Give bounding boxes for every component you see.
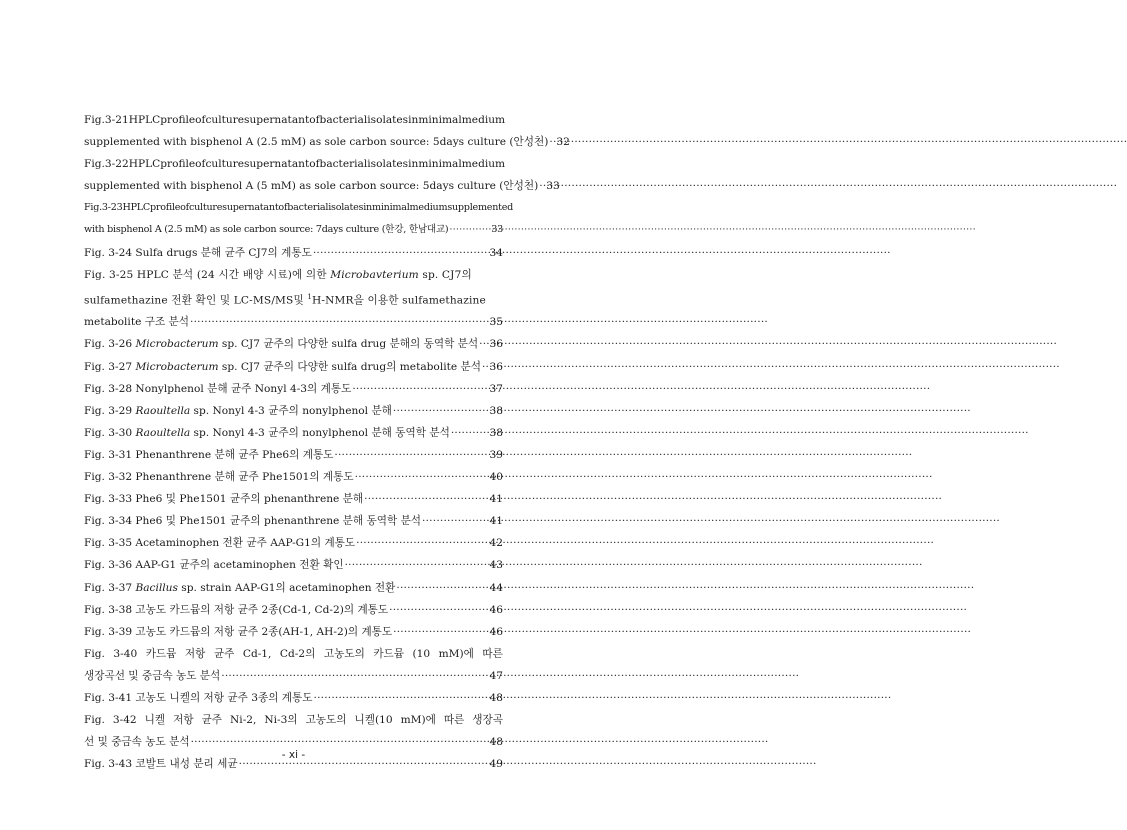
toc-entry <box>84 643 503 687</box>
leader-dots <box>451 422 489 444</box>
page-footer-number: - xi - <box>281 749 306 761</box>
toc-entry-line: Fig. 3-22 HPLC profile of culture supernatant of bacterial isolates in minimal medium <box>84 158 506 171</box>
toc-page-number: 48 <box>489 691 503 704</box>
leader-dots <box>364 488 488 510</box>
toc-entry-text: Fig. 3-28 Nonylphenol 분해 균주 Nonyl 4-3의 계통도 <box>84 382 352 395</box>
toc-entry <box>84 422 503 444</box>
toc-page-number: 33 <box>546 180 560 193</box>
toc-entry-text: supplemented with bisphenol A (5 mM) as sole carbon source: 5days culture (안성천) <box>84 180 539 193</box>
toc-entry-line: Fig. 3-40 카드뮴 저항 균주 Cd-1, Cd-2의 고농도의 카드뮴 (10 mM)에 따른 <box>84 647 503 660</box>
toc-page-number: 39 <box>489 448 503 461</box>
leader-dots <box>356 532 488 554</box>
toc-entry-text: Fig. 3-26 Microbacterum sp. CJ7 균주의 다양한 sulfa drug 분해의 동역학 분석 <box>84 338 479 351</box>
leader-dots <box>539 175 545 197</box>
toc-entry-text: metabolite 구조 분석 <box>84 316 190 329</box>
toc-page-number: 33 <box>491 224 503 236</box>
toc-page-number: 40 <box>489 471 503 484</box>
toc-page-number: 37 <box>489 382 503 395</box>
toc-entry <box>84 709 503 753</box>
leader-dots <box>396 577 488 599</box>
toc-entry-text: Fig. 3-41 고농도 니켈의 저항 균주 3종의 계통도 <box>84 691 313 704</box>
leader-dots <box>345 554 489 576</box>
toc-entry <box>84 577 503 599</box>
toc-entry-line: Fig. 3-23 HPLC profile of culture supernatant of bacterial isolates in minimal medium supplemented <box>84 202 514 214</box>
toc-page-number: 34 <box>489 246 503 259</box>
toc-entry-text: 생장곡선 및 중금속 농도 분석 <box>84 669 221 682</box>
toc-entry <box>84 378 503 400</box>
toc-page-number: 47 <box>489 669 503 682</box>
toc-page-number: 41 <box>489 493 503 506</box>
toc-page-number: 41 <box>489 515 503 528</box>
toc-entry <box>84 153 560 197</box>
toc-entry <box>84 466 503 488</box>
toc-entry <box>84 400 503 422</box>
leader-dots <box>393 621 488 643</box>
leader-dots <box>221 665 488 687</box>
toc-page-number: 38 <box>489 404 503 417</box>
toc-entry-line: Fig. 3-42 니켈 저항 균주 Ni-2, Ni-3의 고농도의 니켈(10 mM)에 따른 생장곡 <box>84 714 503 727</box>
toc-entry-text: 선 및 중금속 농도 분석 <box>84 736 190 749</box>
toc-entry-text: Fig. 3-43 코발트 내성 분리 세균 <box>84 758 238 771</box>
toc-entry <box>84 264 503 334</box>
toc-entry <box>84 532 503 554</box>
leader-dots <box>313 242 489 264</box>
toc-entry-text: Fig. 3-29 Raoultella sp. Nonyl 4-3 균주의 nonylphenol 분해 <box>84 404 392 417</box>
toc-entry <box>84 197 514 241</box>
toc-entry-line: sulfamethazine 전환 확인 및 LC-MS/MS및 $^1$H-NMR을 이용한 sulfamethazine <box>84 292 486 307</box>
table-of-figures <box>84 109 570 775</box>
toc-entry-text: Fig. 3-32 Phenanthrene 분해 균주 Phe1501의 계통도 <box>84 471 354 484</box>
toc-page-number: 35 <box>489 316 503 329</box>
leader-dots <box>422 510 488 532</box>
toc-entry-line: Fig. 3-25 HPLC 분석 (24 시간 배양 시료)에 의한 Microbavterium sp. CJ7의 <box>84 268 472 281</box>
leader-dots <box>355 466 489 488</box>
toc-entry-text: Fig. 3-34 Phe6 및 Phe1501 균주의 phenanthrene 분해 동역학 분석 <box>84 515 422 528</box>
toc-entry <box>84 510 503 532</box>
toc-page-number: 42 <box>489 537 503 550</box>
toc-entry <box>84 356 503 378</box>
toc-entry-text: supplemented with bisphenol A (2.5 mM) as sole carbon source: 5days culture (안성천) <box>84 136 549 149</box>
toc-entry <box>84 444 503 466</box>
toc-page-number: 38 <box>489 426 503 439</box>
leader-dots <box>549 131 555 153</box>
toc-entry-text: Fig. 3-33 Phe6 및 Phe1501 균주의 phenanthrene 분해 <box>84 493 364 506</box>
leader-dots <box>393 400 489 422</box>
toc-entry-text: Fig. 3-36 AAP-G1 균주의 acetaminophen 전환 확인 <box>84 559 344 572</box>
toc-entry-text: Fig. 3-35 Acetaminophen 전환 균주 AAP-G1의 계통도 <box>84 537 356 550</box>
toc-entry-text: Fig. 3-30 Raoultella sp. Nonyl 4-3 균주의 nonylphenol 분해 동역학 분석 <box>84 426 450 439</box>
toc-page-number: 49 <box>489 758 503 771</box>
toc-page-number: 46 <box>489 625 503 638</box>
toc-entry-text: Fig. 3-37 Bacillus sp. strain AAP-G1의 acetaminophen 전환 <box>84 581 396 594</box>
toc-entry <box>84 554 503 576</box>
leader-dots <box>352 378 488 400</box>
toc-page-number: 36 <box>489 360 503 373</box>
toc-entry <box>84 621 503 643</box>
leader-dots <box>482 356 489 378</box>
toc-entry <box>84 687 503 709</box>
leader-dots <box>479 333 488 355</box>
toc-entry-text: Fig. 3-38 고농도 카드뮴의 저항 균주 2종(Cd-1, Cd-2)의 계통도 <box>84 603 389 616</box>
toc-entry <box>84 333 503 355</box>
leader-dots <box>190 311 488 333</box>
toc-entry-text: Fig. 3-31 Phenanthrene 분해 균주 Phe6의 계통도 <box>84 448 334 461</box>
toc-entry <box>84 242 503 264</box>
leader-dots <box>314 687 489 709</box>
toc-page-number: 36 <box>489 338 503 351</box>
toc-entry <box>84 488 503 510</box>
toc-entry-line: Fig. 3-21 HPLC profile of culture supernatant of bacterial isolates in minimal medium <box>84 114 506 126</box>
leader-dots <box>449 219 490 241</box>
leader-dots <box>389 599 488 621</box>
toc-entry-text: Fig. 3-24 Sulfa drugs 분해 균주 CJ7의 계통도 <box>84 246 312 259</box>
toc-entry-text: Fig. 3-27 Microbacterum sp. CJ7 균주의 다양한 sulfa drug의 metabolite 분석 <box>84 360 481 373</box>
toc-entry <box>84 109 570 153</box>
toc-entry <box>84 599 503 621</box>
toc-entry-text: Fig. 3-39 고농도 카드뮴의 저항 균주 2종(AH-1, AH-2)의 계통도 <box>84 625 393 638</box>
toc-entry-text: with bisphenol A (2.5 mM) as sole carbon source: 7days culture (한강, 한남대교) <box>84 224 449 236</box>
toc-page-number: 48 <box>489 736 503 749</box>
toc-page-number: 46 <box>489 603 503 616</box>
toc-page-number: 32 <box>556 136 570 149</box>
leader-dots <box>334 444 488 466</box>
toc-page-number: 43 <box>489 559 503 572</box>
toc-page-number: 44 <box>489 581 503 594</box>
